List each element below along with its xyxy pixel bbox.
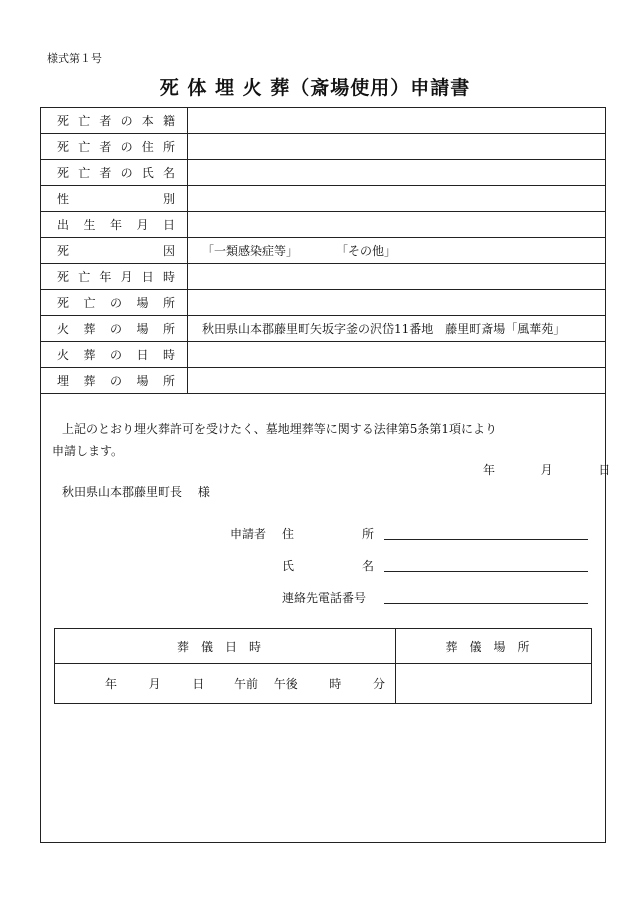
form-number: 様式第１号 — [47, 52, 102, 65]
label-sex: 性別 — [57, 192, 175, 206]
field-row-cremation-datetime — [41, 342, 606, 368]
funeral-place-header: 葬儀場所 — [445, 639, 542, 654]
field-row-death-datetime — [41, 264, 606, 290]
funeral-pm-label[interactable]: 午後 — [273, 677, 298, 691]
applicant-address-line[interactable] — [384, 539, 588, 540]
applicant-address-label-a: 住 — [282, 527, 295, 541]
applicant-prefix: 申請者 — [230, 527, 267, 541]
label-birthdate: 出生年月日 — [57, 218, 175, 232]
applicant-address-label-b: 所 — [362, 527, 375, 541]
field-row-sex — [41, 186, 606, 212]
cause-option-other[interactable]: 「その他」 — [336, 244, 397, 258]
label-domicile: 死亡者の本籍 — [57, 114, 175, 128]
date-year-label: 年 — [483, 463, 496, 477]
funeral-day-label: 日 — [192, 677, 205, 691]
applicant-phone-row — [230, 589, 590, 621]
field-row-address — [41, 134, 606, 160]
field-row-domicile — [41, 108, 606, 134]
funeral-minute-label: 分 — [373, 677, 386, 691]
funeral-month-label: 月 — [148, 677, 161, 691]
applicant-fields-table — [40, 107, 606, 394]
declaration-text: 上記のとおり埋火葬許可を受けたく、墓地埋葬等に関する法律第5条第1項により — [62, 422, 498, 436]
value-name[interactable] — [188, 160, 606, 186]
applicant-block — [230, 525, 590, 621]
field-row-cause — [41, 238, 606, 264]
value-address[interactable] — [188, 134, 606, 160]
label-cremation-place: 火葬の場所 — [57, 322, 175, 336]
value-cremation-datetime[interactable] — [188, 342, 606, 368]
field-row-burial-place — [41, 368, 606, 394]
funeral-am-label[interactable]: 午前 — [234, 677, 259, 691]
value-birthdate[interactable] — [188, 212, 606, 238]
applicant-phone-label: 連絡先電話番号 — [282, 591, 367, 605]
field-row-birthdate — [41, 212, 606, 238]
applicant-name-label-a: 氏 — [282, 559, 295, 573]
funeral-place-cell[interactable] — [396, 664, 592, 704]
field-row-death-place — [41, 290, 606, 316]
applicant-name-label-b: 名 — [362, 559, 375, 573]
application-date[interactable] — [483, 461, 610, 478]
applicant-address-row — [230, 525, 590, 557]
field-row-cremation-place — [41, 316, 606, 342]
funeral-datetime-cell[interactable] — [55, 664, 396, 704]
value-domicile[interactable] — [188, 108, 606, 134]
value-burial-place[interactable] — [188, 368, 606, 394]
value-cause[interactable] — [188, 238, 606, 264]
declaration-text-end: 申請します。 — [52, 444, 124, 458]
field-row-name — [41, 160, 606, 186]
date-month-label: 月 — [540, 463, 553, 477]
label-cause: 死因 — [57, 244, 175, 258]
addressee: 秋田県山本郡藤里町長 様 — [62, 485, 210, 499]
applicant-name-row — [230, 557, 590, 589]
label-burial-place: 埋葬の場所 — [57, 374, 175, 388]
value-sex[interactable] — [188, 186, 606, 212]
applicant-phone-line[interactable] — [384, 603, 588, 604]
value-death-datetime[interactable] — [188, 264, 606, 290]
label-address: 死亡者の住所 — [57, 140, 175, 154]
label-death-place: 死亡の場所 — [57, 296, 175, 310]
funeral-table — [54, 628, 592, 704]
cause-option-infectious[interactable]: 「一類感染症等」 — [202, 244, 299, 258]
document-title: 死 体 埋 火 葬（斎場使用）申請書 — [159, 77, 471, 99]
label-cremation-datetime: 火葬の日時 — [57, 348, 175, 362]
funeral-hour-label: 時 — [329, 677, 342, 691]
label-name: 死亡者の氏名 — [57, 166, 175, 180]
applicant-name-line[interactable] — [384, 571, 588, 572]
funeral-year-label: 年 — [105, 677, 118, 691]
value-death-place[interactable] — [188, 290, 606, 316]
funeral-datetime-header: 葬儀日時 — [176, 639, 273, 654]
label-death-datetime: 死亡年月日時 — [57, 270, 175, 284]
date-day-label: 日 — [598, 463, 611, 477]
value-cremation-place[interactable]: 秋田県山本郡藤里町矢坂字釜の沢岱11番地 藤里町斎場「風華苑」 — [188, 316, 606, 342]
